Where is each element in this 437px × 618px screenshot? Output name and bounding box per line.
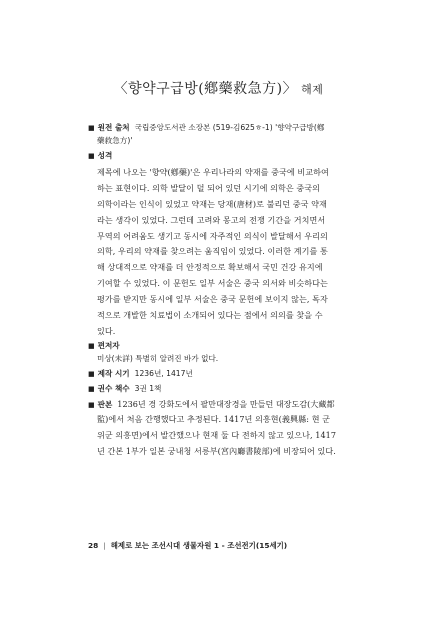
nature-line: 평가를 받지만 동시에 일부 서술은 중국 문헌에 보이지 않는, 독자 xyxy=(97,294,328,305)
edition-line: 년 간본 1부가 일본 궁내청 서릉부(宮內廳書陵部)에 비장되어 있다. xyxy=(97,445,336,456)
section-value-date: 1236년, 1417년 xyxy=(134,369,193,379)
nature-line: 적으로 개발한 치료법이 소개되어 있다는 점에서 의의를 찾을 수 xyxy=(97,310,323,321)
section-label-date: 제작 시기 xyxy=(97,369,130,379)
title-main: 〈향약구급방(鄕藥救急方)〉 xyxy=(113,81,298,97)
section-value-source: 국립중앙도서관 소장본 (519-김625ㅎ-1) '향약구급방(鄕 xyxy=(134,123,325,132)
nature-line: 하는 표현이다. 의학 발달이 덜 되어 있던 시기에 의학은 중국의 xyxy=(97,182,320,193)
section-value-volumes: 3권 1책 xyxy=(134,383,162,393)
section-label-source: 원전 출처 xyxy=(97,123,130,132)
page-footer xyxy=(88,540,287,551)
nature-line: 있다. xyxy=(97,326,116,337)
sections xyxy=(88,122,356,460)
footer-running-title: 해제로 보는 조선시대 생물자원 1 - 조선전기(15세기) xyxy=(110,541,288,550)
nature-line: 라는 생각이 있었다. 그런데 고려와 몽고의 전쟁 기간을 거치면서 xyxy=(97,214,326,225)
bullet-square: ■ xyxy=(88,384,95,393)
bullet-square: ■ xyxy=(88,151,95,160)
page-title xyxy=(0,78,437,98)
edition-line: 1236년 경 강화도에서 팔만대장경을 만들던 대장도감(大藏都 xyxy=(117,398,335,409)
edition-line: 위군 의흥면)에서 발간했으나 현재 둘 다 전하지 않고 있으나, 1417 xyxy=(97,429,337,440)
edition-line: 監)에서 처음 간행했다고 추정된다. 1417년 의흥현(義興縣: 현 군 xyxy=(97,413,331,424)
title-sub: 해제 xyxy=(301,83,324,96)
section-date xyxy=(88,368,356,381)
nature-line: 무역의 어려움도 생기고 동시에 자주적인 의식이 발달해서 우리의 xyxy=(97,230,328,241)
section-label-author: 편저자 xyxy=(97,341,120,351)
section-nature xyxy=(88,150,356,163)
footer-separator: | xyxy=(103,541,106,550)
section-label-edition: 판본 xyxy=(97,399,113,409)
section-author-value-row xyxy=(88,353,356,366)
nature-paragraph xyxy=(97,165,356,340)
nature-line: 해 상대적으로 약재를 더 안정적으로 확보해서 국민 건강 유지에 xyxy=(97,262,323,273)
section-value-author: 미상(未詳) 특별히 알려진 바가 없다. xyxy=(97,354,219,364)
page-number: 28 xyxy=(88,541,99,550)
section-value-source-cont: 藥救急方)' xyxy=(97,135,133,145)
nature-line: 의학이라는 인식이 있었고 약재는 당재(唐材)로 불리던 중국 약재 xyxy=(97,198,327,209)
section-volumes xyxy=(88,383,356,396)
bullet-square: ■ xyxy=(88,370,95,379)
section-label-nature: 성격 xyxy=(97,150,113,160)
section-label-volumes: 권수 책수 xyxy=(97,383,130,393)
bullet-square: ■ xyxy=(88,124,95,132)
edition-paragraph xyxy=(97,412,356,460)
nature-line: 기여할 수 있었다. 이 문헌도 일부 서술은 중국 의서와 비슷하다는 xyxy=(97,278,328,289)
nature-line: 제목에 나오는 '향약(鄕藥)'은 우리나라의 약재를 중국에 비교하여 xyxy=(97,166,329,177)
section-source xyxy=(88,122,356,148)
section-author xyxy=(88,340,356,353)
bullet-square: ■ xyxy=(88,400,95,409)
bullet-square: ■ xyxy=(88,342,95,351)
section-edition xyxy=(88,398,356,412)
nature-line: 의학, 우리의 약재를 찾으려는 움직임이 있었다. 이러한 계기를 통 xyxy=(97,246,328,257)
